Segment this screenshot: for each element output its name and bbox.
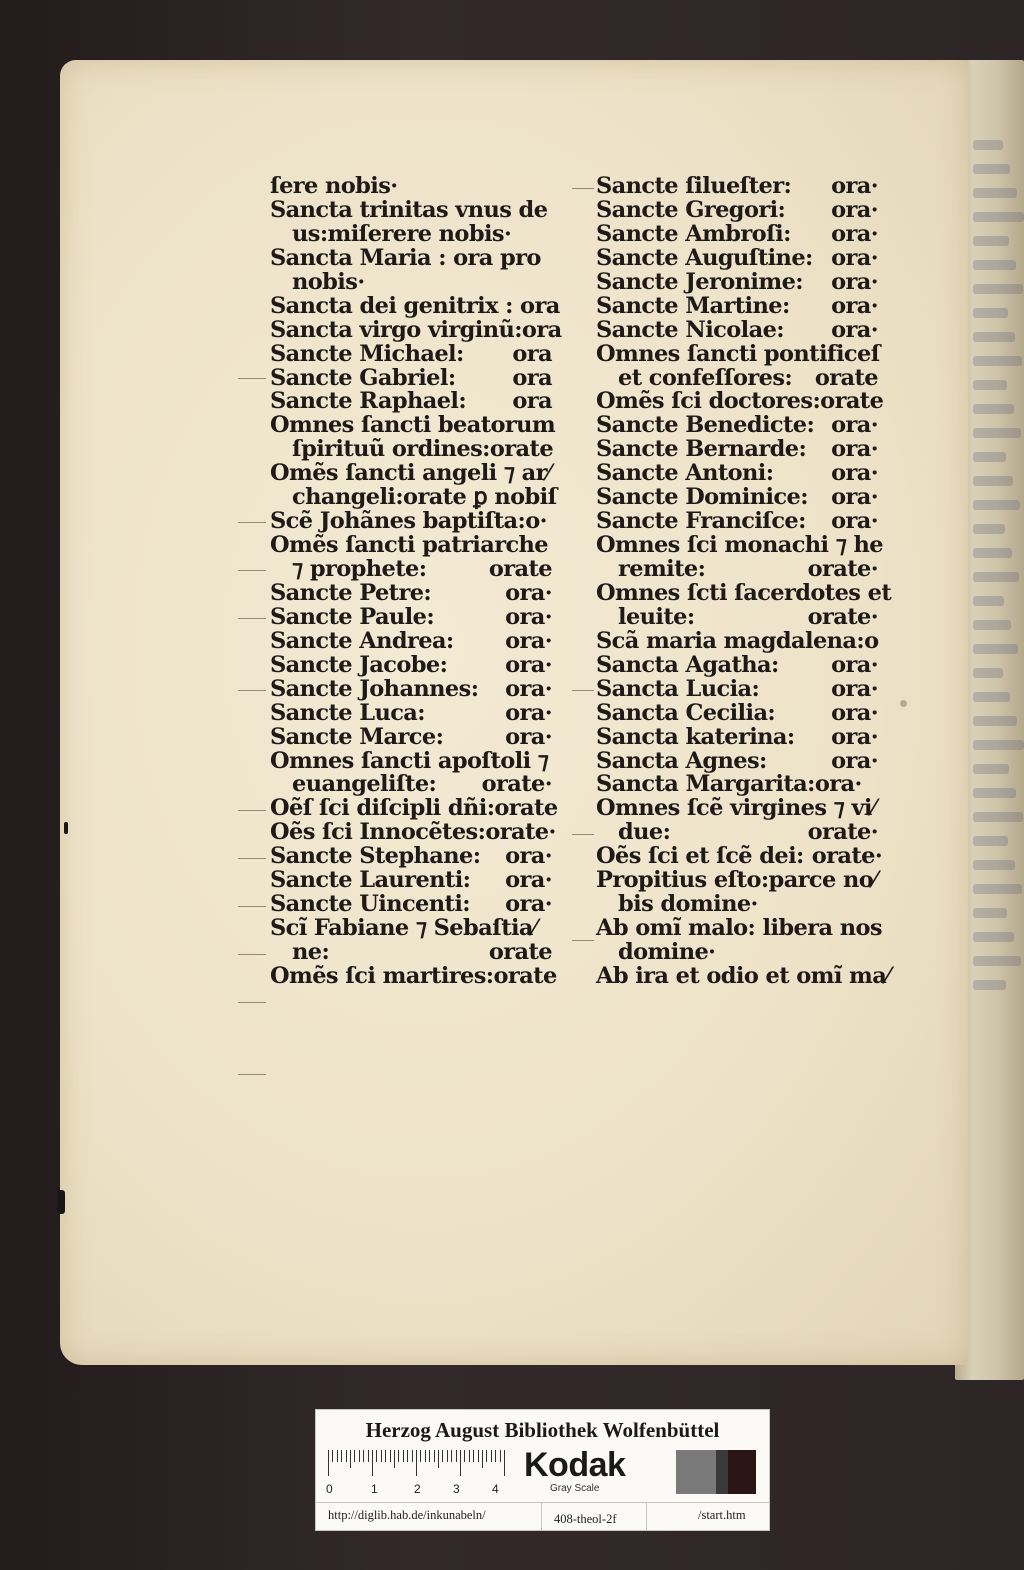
litany-line [270, 773, 552, 797]
card-divider [541, 1502, 542, 1530]
invocation-text: Sancte Stephane: [270, 843, 481, 870]
show-through-text [973, 500, 1020, 510]
litany-line [596, 558, 878, 582]
litany-line [270, 510, 552, 534]
litany-line [596, 962, 890, 989]
shelfmark: 408-theol-2f [554, 1512, 617, 1526]
invocation-text: Sancta Margarita:ora· [596, 771, 862, 798]
invocation-text: ſere nobis· [270, 173, 398, 199]
library-color-card [315, 1409, 770, 1531]
invocation-text: Sancte Marce: [270, 723, 444, 750]
litany-line [596, 869, 878, 893]
litany-line [270, 412, 556, 439]
litany-line [270, 220, 552, 247]
litany-line [596, 388, 884, 415]
ruler-tick [363, 1450, 364, 1462]
ruler-tick [482, 1450, 483, 1468]
ruler-tick [328, 1450, 329, 1476]
margin-ink-mark [64, 822, 68, 834]
ruler-tick [354, 1450, 355, 1462]
litany-line [596, 364, 878, 391]
litany-line [596, 699, 878, 726]
litany-line [596, 292, 878, 319]
show-through-text [973, 404, 1014, 414]
ruler-tick [491, 1450, 492, 1462]
ruler-tick [350, 1450, 351, 1468]
litany-line [596, 723, 878, 750]
gray-swatch-black [728, 1450, 756, 1494]
invocation-text: Ab ira et odio et omĩ ma⁄ [596, 962, 890, 989]
ruling-tick [238, 954, 266, 955]
response-text: ora· [831, 292, 878, 319]
ruling-tick [238, 858, 266, 859]
show-through-text [973, 860, 1015, 870]
gray-scale-caption: Gray Scale [550, 1483, 600, 1494]
invocation-text: Sancte Ambroſi: [596, 220, 791, 247]
response-text: orate [488, 939, 552, 965]
litany-line [596, 773, 878, 797]
invocation-text: Sancte Andrea: [270, 627, 454, 654]
litany-line [270, 819, 556, 846]
response-text: ora· [505, 603, 552, 630]
invocation-text: Sancte Petre: [270, 579, 432, 606]
litany-line [596, 797, 878, 821]
ruler-tick [372, 1450, 373, 1476]
response-text: ora· [831, 484, 878, 511]
invocation-text: ⁊ prophete: [292, 556, 427, 582]
ruler-tick [495, 1450, 496, 1462]
invocation-text: us:miſerere nobis· [292, 220, 512, 247]
response-text: ora· [831, 508, 878, 535]
invocation-text: Omnes ſcti ſacerdotes et [596, 579, 892, 606]
invocation-text: Sancte Uincenti: [270, 891, 470, 918]
ruler-tick [442, 1450, 443, 1462]
litany-line [270, 316, 562, 343]
litany-line [596, 220, 878, 247]
invocation-text: nobis· [292, 268, 365, 295]
ruling-tick [238, 1002, 266, 1003]
litany-line [270, 558, 552, 582]
show-through-text [973, 380, 1007, 390]
ruling-tick [572, 188, 594, 189]
invocation-text: Sancta Agatha: [596, 651, 779, 678]
ruler-tick [394, 1450, 395, 1468]
litany-line [596, 268, 878, 295]
ruler-tick [425, 1450, 426, 1462]
kodak-logo: Kodak [524, 1446, 626, 1484]
ruler-tick [416, 1450, 417, 1476]
invocation-text: ne: [292, 939, 330, 965]
response-text: ora· [831, 723, 878, 750]
ruler-tick [398, 1450, 399, 1462]
invocation-text: Sancte Raphael: [270, 388, 467, 415]
invocation-text: Omẽs ſci martires:orate [270, 962, 557, 989]
digital-library-url: http://diglib.hab.de/inkunabeln/ [328, 1508, 486, 1522]
invocation-text: Sancte Antoni: [596, 460, 774, 487]
show-through-text [973, 716, 1017, 726]
response-text: ora [512, 364, 552, 391]
litany-line [596, 486, 878, 510]
response-text: ora· [831, 699, 878, 726]
response-text: ora· [505, 627, 552, 654]
ruler-number: 2 [414, 1482, 421, 1496]
ruler-tick [469, 1450, 470, 1462]
invocation-text: domine· [618, 939, 716, 965]
litany-line [596, 747, 878, 774]
ruling-tick [238, 906, 266, 907]
show-through-text [973, 548, 1012, 558]
ruler-tick [403, 1450, 404, 1462]
invocation-text: Omnes ſancti apoſtoli ⁊ [270, 747, 549, 774]
litany-line [270, 795, 558, 822]
ruler-number: 4 [492, 1482, 499, 1496]
response-text: ora· [505, 723, 552, 750]
litany-line [596, 893, 878, 917]
ruler-tick [460, 1450, 461, 1476]
invocation-text: Omnes ſcẽ virgines ⁊ vi⁄ [596, 795, 876, 822]
ruling-tick [572, 834, 594, 835]
litany-line [596, 414, 878, 438]
invocation-text: Sancte Nicolae: [596, 316, 784, 343]
show-through-text [973, 236, 1009, 246]
show-through-text [973, 524, 1005, 534]
response-text: ora· [505, 891, 552, 918]
litany-line [270, 917, 552, 941]
invocation-text: due: [618, 819, 671, 846]
ruler-tick [390, 1450, 391, 1462]
ruler-tick [451, 1450, 452, 1462]
card-divider [316, 1502, 769, 1503]
litany-line [596, 843, 883, 870]
litany-line [270, 244, 552, 271]
litany-line [596, 438, 878, 462]
show-through-text [973, 812, 1023, 822]
margin-binding-mark [57, 1190, 65, 1214]
invocation-text: Sancte Paule: [270, 603, 435, 630]
ruler-tick [359, 1450, 360, 1462]
litany-line [270, 340, 552, 367]
response-text: ora· [505, 867, 552, 894]
response-text: orate [814, 364, 878, 391]
invocation-text: Sancte Gregori: [596, 196, 786, 223]
invocation-text: remite: [618, 556, 706, 582]
litany-line [270, 462, 552, 486]
ruler-tick [456, 1450, 457, 1462]
ruler-tick [332, 1450, 333, 1462]
show-through-text [973, 692, 1010, 702]
ruling-tick [238, 690, 266, 691]
invocation-text: Sancte Laurenti: [270, 867, 471, 894]
response-text: ora· [831, 747, 878, 774]
show-through-text [973, 932, 1014, 942]
response-text: orate· [807, 819, 878, 846]
invocation-text: Scã maria magdalena:o [596, 627, 879, 654]
invocation-text: Sancta Cecilia: [596, 699, 776, 726]
invocation-text: Sancte ſilueſter: [596, 173, 792, 199]
litany-line [596, 196, 878, 223]
litany-line [270, 893, 552, 917]
show-through-text [973, 740, 1024, 750]
show-through-text [973, 260, 1016, 270]
response-text: ora· [831, 196, 878, 223]
invocation-text: euangeliſte: [292, 771, 437, 798]
litany-line [596, 532, 884, 559]
response-text: ora· [831, 244, 878, 271]
show-through-text [973, 620, 1011, 630]
show-through-text [973, 836, 1008, 846]
response-text: ora· [831, 220, 878, 247]
show-through-text [973, 164, 1010, 174]
response-text: ora [512, 388, 552, 415]
ruler-tick [420, 1450, 421, 1462]
response-text: ora· [831, 173, 878, 199]
litany-line [596, 603, 878, 630]
invocation-text: bis domine· [618, 891, 758, 918]
invocation-text: Sancta Lucia: [596, 675, 760, 702]
show-through-text [973, 332, 1015, 342]
litany-line [596, 821, 878, 845]
invocation-text: Oẽſ ſci diſcipli dñi:orate [270, 795, 558, 822]
invocation-text: Omẽs ſci doctores:orate [596, 388, 884, 415]
invocation-text: Propitius eſto:parce no⁄ [596, 867, 877, 894]
litany-line [596, 675, 878, 702]
show-through-text [973, 668, 1003, 678]
show-through-text [973, 356, 1022, 366]
invocation-text: Scẽ Johãnes baptiſta:o· [270, 508, 547, 535]
litany-line [270, 845, 552, 869]
ruler-tick [381, 1450, 382, 1462]
response-text: ora· [831, 316, 878, 343]
invocation-text: Omẽs ſancti angeli ⁊ ar⁄ [270, 460, 551, 487]
ruler-number: 0 [326, 1482, 333, 1496]
litany-line [596, 941, 878, 965]
invocation-text: Sancta Maria : ora pro [270, 244, 541, 271]
litany-line [596, 316, 878, 343]
show-through-text [973, 284, 1023, 294]
ruler-tick [434, 1450, 435, 1462]
ruler-tick [429, 1450, 430, 1462]
ruler-tick [447, 1450, 448, 1462]
litany-line [270, 627, 552, 654]
invocation-text: changeli:orate ꝑ nobiſ [292, 484, 557, 511]
invocation-text: Omnes ſancti pontificeſ [596, 340, 880, 367]
invocation-text: Sancte Franciſce: [596, 508, 806, 535]
ruler-tick [337, 1450, 338, 1462]
response-text: ora· [505, 579, 552, 606]
litany-line [596, 340, 880, 367]
litany-line [270, 723, 552, 750]
show-through-text [973, 788, 1016, 798]
litany-line [270, 675, 552, 702]
show-through-text [973, 980, 1006, 990]
text-column-right [596, 173, 892, 989]
litany-line [596, 244, 878, 271]
litany-line [270, 941, 552, 965]
show-through-text [973, 140, 1003, 150]
ruler-tick [438, 1450, 439, 1468]
show-through-text [973, 428, 1021, 438]
invocation-text: Sancte Auguſtine: [596, 244, 813, 271]
litany-line [270, 869, 552, 893]
response-text: ora· [831, 675, 878, 702]
litany-line [270, 651, 552, 678]
litany-line [596, 579, 892, 606]
ruler-tick [376, 1450, 377, 1462]
ruler-number: 1 [371, 1482, 378, 1496]
ruling-tick [572, 940, 594, 941]
ruling-tick [238, 570, 266, 571]
litany-line [270, 747, 552, 774]
response-text: ora· [831, 436, 878, 463]
start-page-url: /start.htm [698, 1508, 746, 1522]
show-through-text [973, 212, 1024, 222]
response-text: ora· [831, 460, 878, 487]
invocation-text: Sancta katerina: [596, 723, 795, 750]
show-through-text [973, 476, 1013, 486]
invocation-text: Omnes ſci monachi ⁊ he [596, 532, 884, 559]
ruling-tick [238, 618, 266, 619]
invocation-text: Sancte Jacobe: [270, 651, 448, 678]
litany-line [596, 510, 878, 534]
gray-swatch-medium [676, 1450, 716, 1494]
show-through-text [973, 572, 1019, 582]
scale-ruler [328, 1450, 518, 1480]
invocation-text: ſpirituũ ordines:orate [292, 436, 554, 463]
invocation-text: Sancte Martine: [596, 292, 790, 319]
invocation-text: Sancta Agnes: [596, 747, 767, 774]
ruling-tick [572, 690, 594, 691]
invocation-text: Sancte Michael: [270, 340, 464, 367]
show-through-text [973, 188, 1017, 198]
show-through-text [973, 308, 1008, 318]
response-text: orate [488, 556, 552, 582]
ruling-tick [238, 522, 266, 523]
litany-line [270, 579, 552, 606]
ruling-tick [238, 378, 266, 379]
response-text: ora· [505, 843, 552, 870]
invocation-text: Omnes ſancti beatorum [270, 412, 556, 439]
litany-line [270, 364, 552, 391]
show-through-text [973, 908, 1007, 918]
ruling-tick [238, 1074, 266, 1075]
invocation-text: Sancte Jeronime: [596, 268, 803, 295]
paper-spot [900, 700, 907, 707]
response-text: ora· [505, 675, 552, 702]
text-column-left [270, 173, 562, 989]
invocation-text: Ab omĩ malo: libera nos [596, 915, 882, 942]
card-divider [646, 1502, 647, 1530]
ruler-tick [478, 1450, 479, 1462]
litany-line [270, 534, 552, 558]
ruler-tick [464, 1450, 465, 1462]
response-text: ora· [505, 651, 552, 678]
litany-line [596, 175, 878, 199]
invocation-text: Oẽs ſci et ſcẽ dei: [596, 843, 804, 870]
response-text: orate· [481, 771, 552, 798]
show-through-text [973, 884, 1022, 894]
litany-line [270, 438, 552, 462]
invocation-text: Sancte Bernarde: [596, 436, 807, 463]
show-through-text [973, 452, 1006, 462]
response-text: orate· [807, 556, 878, 582]
litany-line [270, 196, 552, 223]
invocation-text: Sancte Benedicte: [596, 412, 815, 439]
ruler-tick [368, 1450, 369, 1462]
invocation-text: Sancte Luca: [270, 699, 425, 726]
litany-line [270, 962, 557, 989]
invocation-text: Scĩ Fabiane ⁊ Sebaſtia⁄ [270, 915, 537, 942]
ruler-tick [500, 1450, 501, 1462]
response-text: ora· [831, 268, 878, 295]
ruler-tick [407, 1450, 408, 1462]
litany-line [596, 462, 878, 486]
show-through-text [973, 596, 1004, 606]
ruling-tick [238, 810, 266, 811]
invocation-text: Sancte Gabriel: [270, 364, 456, 391]
ruler-tick [385, 1450, 386, 1462]
show-through-text [973, 764, 1009, 774]
ruler-tick [346, 1450, 347, 1462]
invocation-text: Sancta virgo virginũ:ora [270, 316, 562, 343]
litany-line [270, 175, 552, 199]
invocation-text: leuite: [618, 603, 695, 630]
litany-line [270, 292, 560, 319]
invocation-text: Sancta dei genitrix : ora [270, 292, 560, 319]
response-text: ora· [831, 651, 878, 678]
litany-line [596, 651, 878, 678]
response-text: ora [512, 340, 552, 367]
invocation-text: Sancte Johannes: [270, 675, 479, 702]
ruler-tick [504, 1450, 505, 1476]
gray-swatch-dark [716, 1450, 728, 1494]
litany-line [270, 603, 552, 630]
litany-line [270, 484, 557, 511]
ruler-tick [486, 1450, 487, 1462]
show-through-text [973, 644, 1018, 654]
ruler-tick [341, 1450, 342, 1462]
library-name: Herzog August Bibliothek Wolfenbüttel [365, 1418, 720, 1442]
invocation-text: et confeſſores: [618, 364, 793, 391]
response-text: orate· [807, 603, 878, 630]
ruler-tick [412, 1450, 413, 1462]
litany-line [270, 268, 552, 295]
response-text: ora· [831, 412, 878, 439]
response-text: ora· [505, 699, 552, 726]
invocation-text: Oẽs ſci Innocẽtes:orate· [270, 819, 556, 846]
ruler-tick [473, 1450, 474, 1462]
litany-line [270, 699, 552, 726]
litany-line [596, 627, 879, 654]
litany-line [270, 390, 552, 414]
invocation-text: Sancta trinitas vnus de [270, 196, 548, 223]
invocation-text: Omẽs ſancti patriarche [270, 532, 549, 559]
show-through-text [973, 956, 1021, 966]
litany-line [596, 915, 882, 942]
invocation-text: Sancte Dominice: [596, 484, 808, 511]
response-text: orate· [811, 843, 883, 870]
ruler-number: 3 [453, 1482, 460, 1496]
